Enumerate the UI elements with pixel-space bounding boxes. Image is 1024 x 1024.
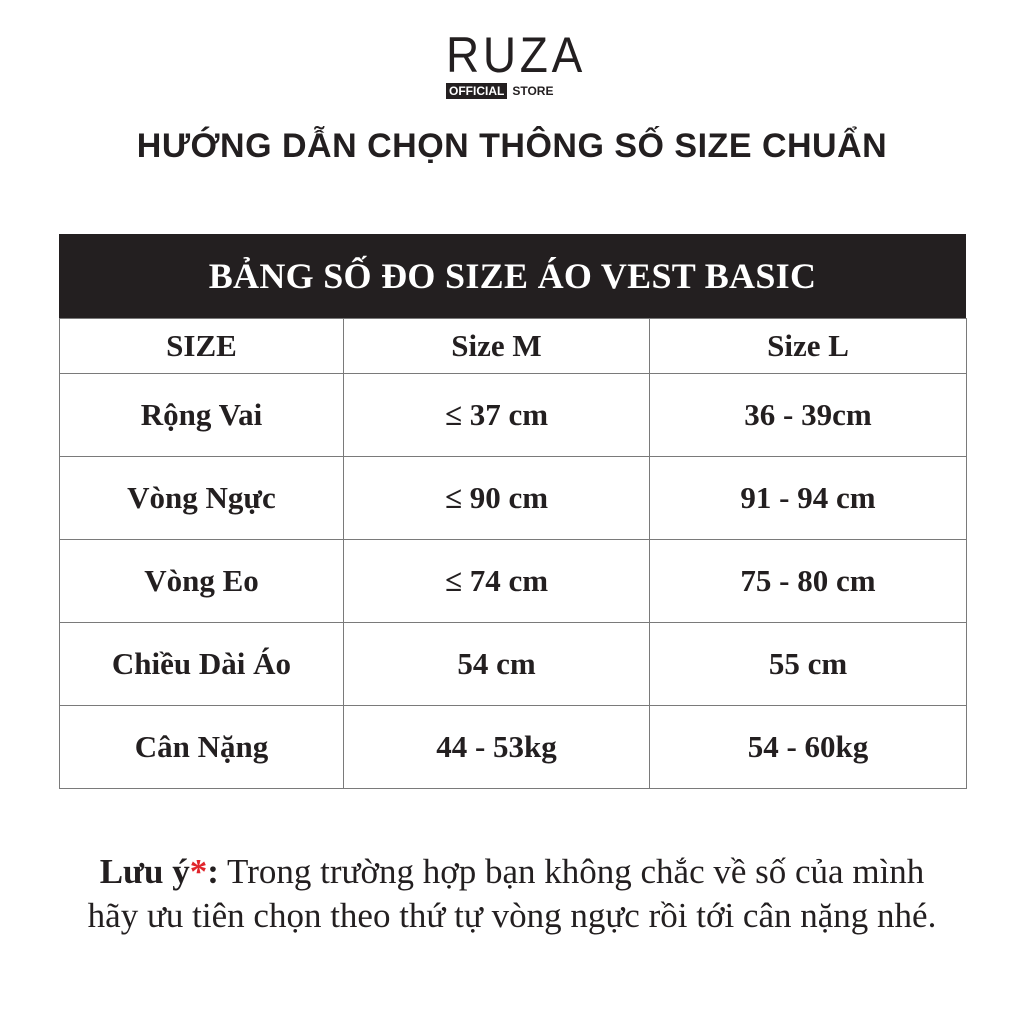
store-label: STORE bbox=[512, 84, 554, 98]
table-row bbox=[60, 706, 967, 789]
table-row bbox=[60, 374, 967, 457]
table-row bbox=[60, 457, 967, 540]
cell-size-m: 54 cm bbox=[344, 623, 650, 706]
cell-size-l: 55 cm bbox=[650, 623, 967, 706]
row-label: Chiều Dài Áo bbox=[60, 623, 344, 706]
note-asterisk: * bbox=[189, 852, 208, 891]
cell-size-l: 75 - 80 cm bbox=[650, 540, 967, 623]
column-header-size-l: Size L bbox=[650, 319, 967, 374]
brand-logo bbox=[446, 27, 586, 99]
table-row bbox=[60, 623, 967, 706]
note-line-1 bbox=[0, 850, 1024, 894]
note-line-1-text: Trong trường hợp bạn không chắc về số của mình bbox=[218, 852, 925, 891]
note-label: Lưu ý bbox=[99, 852, 190, 891]
cell-size-l: 91 - 94 cm bbox=[650, 457, 967, 540]
page-title: HƯỚNG DẪN CHỌN THÔNG SỐ SIZE CHUẨN bbox=[136, 127, 888, 165]
cell-size-m: ≤ 74 cm bbox=[344, 540, 650, 623]
brand-name: RUZA bbox=[446, 27, 586, 83]
size-grid bbox=[59, 318, 967, 789]
table-row bbox=[60, 540, 967, 623]
table-header-row bbox=[60, 319, 967, 374]
cell-size-l: 36 - 39cm bbox=[650, 374, 967, 457]
note-line-2: hãy ưu tiên chọn theo thứ tự vòng ngực rồi tới cân nặng nhé. bbox=[87, 896, 937, 935]
note-colon: : bbox=[207, 852, 219, 891]
row-label: Vòng Ngực bbox=[60, 457, 344, 540]
row-label: Rộng Vai bbox=[60, 374, 344, 457]
table-title: BẢNG SỐ ĐO SIZE ÁO VEST BASIC bbox=[59, 234, 966, 318]
cell-size-m: ≤ 37 cm bbox=[344, 374, 650, 457]
column-header-size: SIZE bbox=[60, 319, 344, 374]
cell-size-m: ≤ 90 cm bbox=[344, 457, 650, 540]
column-header-size-m: Size M bbox=[344, 319, 650, 374]
row-label: Cân Nặng bbox=[60, 706, 344, 789]
size-table bbox=[59, 234, 966, 789]
official-badge: OFFICIAL bbox=[446, 83, 507, 99]
row-label: Vòng Eo bbox=[60, 540, 344, 623]
brand-tagline bbox=[446, 83, 576, 99]
note-text bbox=[0, 850, 1024, 938]
cell-size-m: 44 - 53kg bbox=[344, 706, 650, 789]
cell-size-l: 54 - 60kg bbox=[650, 706, 967, 789]
